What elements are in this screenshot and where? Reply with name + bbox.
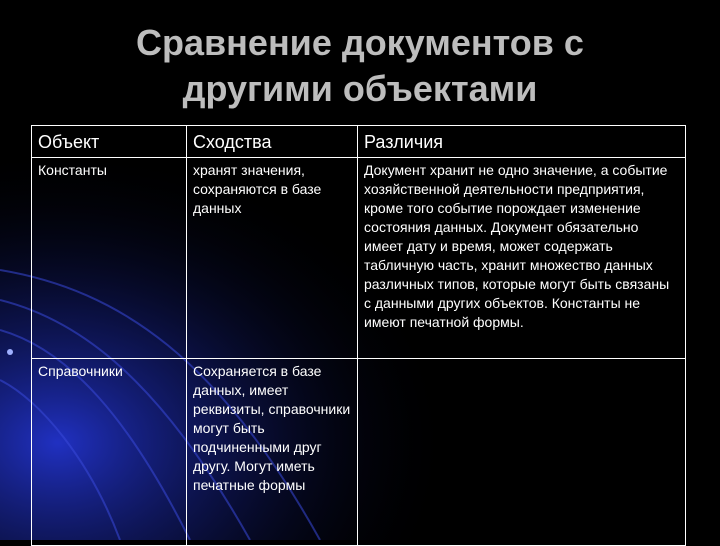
- table-header-row: [32, 126, 686, 158]
- cell-similarity: Сохраняется в базе данных, имеет реквизиты, справочники могут быть подчиненными друг другу. Могут иметь печатные формы: [187, 359, 358, 546]
- slide-title-line-1: Сравнение документов с: [136, 22, 584, 63]
- cell-difference: Документ хранит не одно значение, а событие хозяйственной деятельности предприятия, кроме того событие порождает изменение состояния данных. Документ обязательно имеет дату и время, может содержать табличную часть, хранит множество данных различных типов, которые могут быть связаны с данными других объектов. Константы не имеют печатной формы.: [358, 158, 686, 359]
- cell-similarity: хранят значения, сохраняются в базе данных: [187, 158, 358, 359]
- table-row: [32, 158, 686, 359]
- cell-object: Константы: [32, 158, 187, 359]
- slide-title-line-2: другими объектами: [182, 68, 538, 109]
- cell-object: Справочники: [32, 359, 187, 546]
- comparison-table: [31, 125, 686, 546]
- slide-title: [80, 20, 640, 112]
- header-differences: Различия: [358, 126, 686, 158]
- cell-difference: [358, 359, 686, 546]
- table-row: [32, 359, 686, 546]
- header-similarities: Сходства: [187, 126, 358, 158]
- header-object: Объект: [32, 126, 187, 158]
